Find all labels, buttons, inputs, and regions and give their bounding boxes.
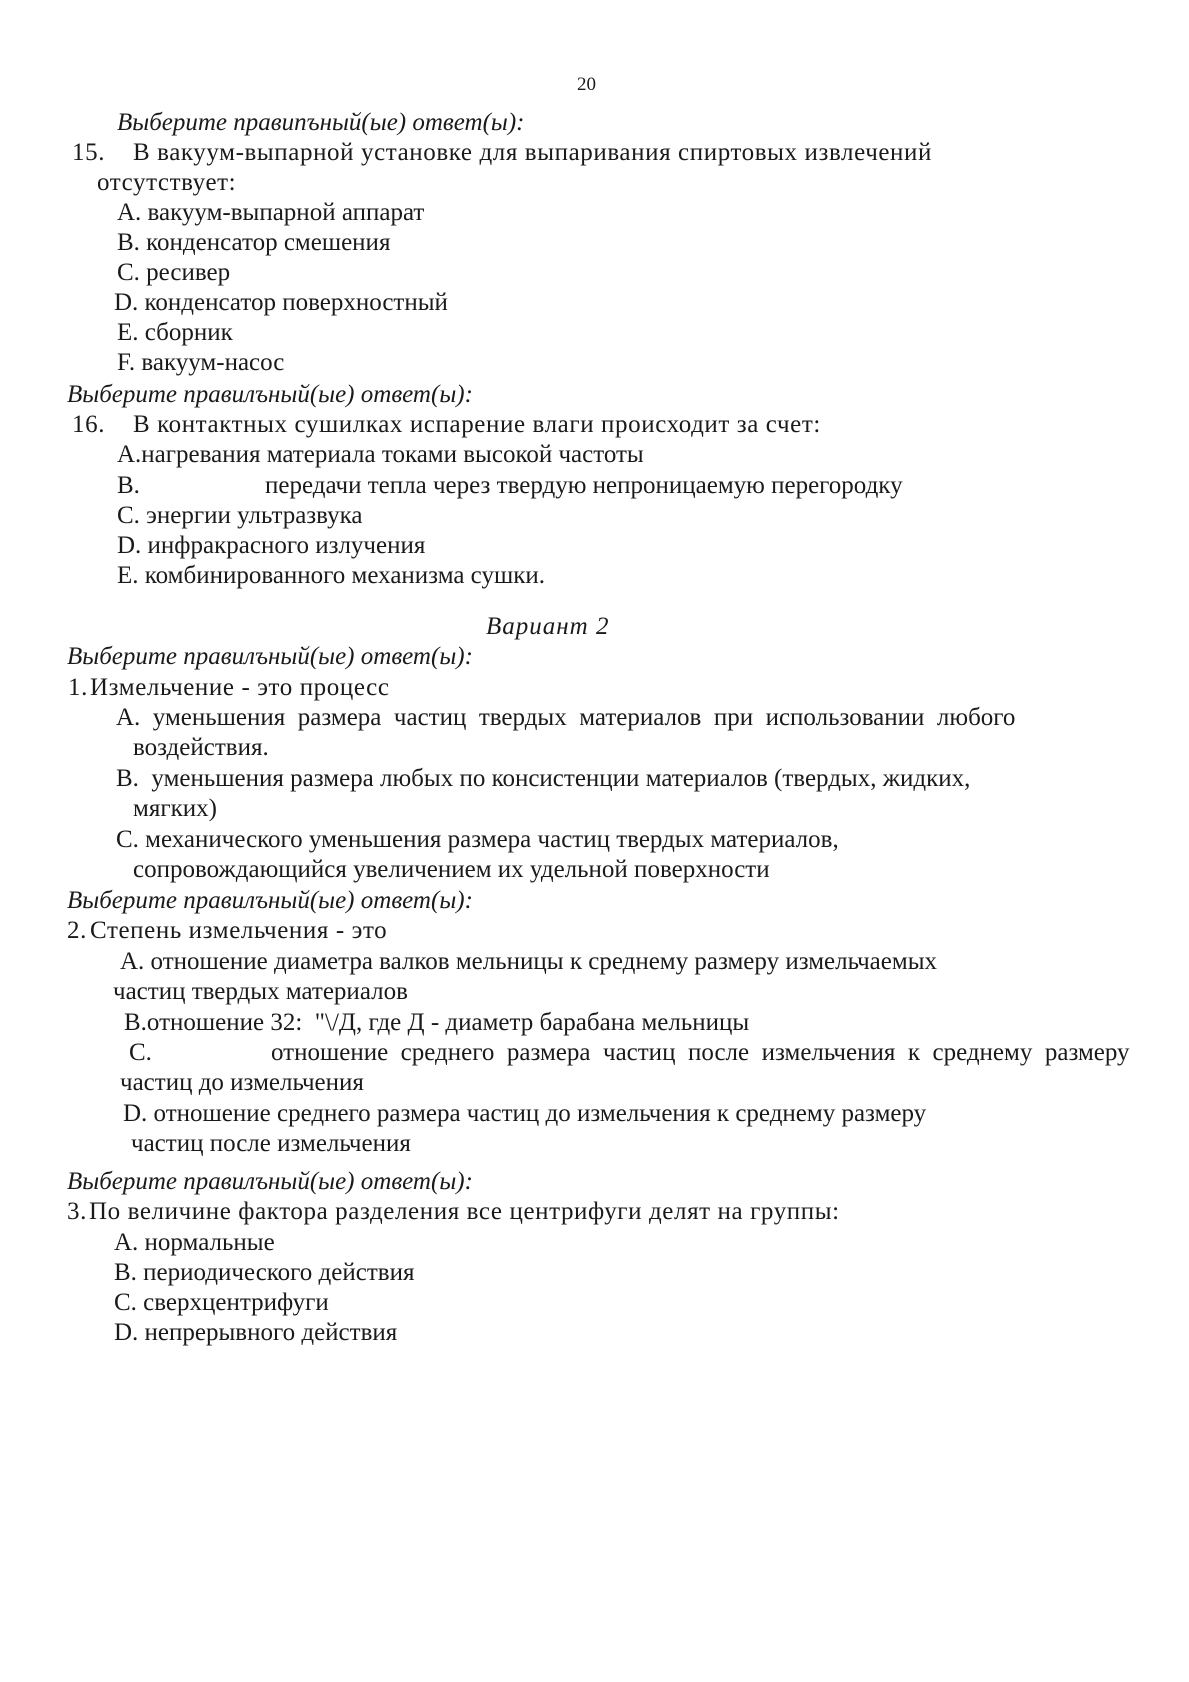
v2q2-option-b: В.отношение 32: "\/Д, где Д - диаметр барабана мельницы [124,1009,750,1036]
q15-text: В вакуум-выпарной установке для выпаривания спиртовых извлечений [133,139,932,166]
v2q2-number: 2. [67,917,87,944]
page-number: 20 [577,74,596,95]
q15-option-f: F. вакуум-насос [117,349,285,376]
q15-option-b: В. конденсатор смешения [117,229,391,256]
q16-option-b-letter: В. [117,472,140,499]
q16-option-c: С. энергии ультразвука [117,502,363,529]
instruction-q15: Выберите правипъный(ые) ответ(ы): [117,109,525,136]
v2q3-option-a: А. нормальные [114,1229,275,1256]
v2q1-option-b: В. уменьшения размера любых по консистенции материалов (твердых, жидких, [116,765,971,792]
v2q2-option-a: А. отношение диаметра валков мельницы к среднему размеру измельчаемых [120,948,937,975]
v2q2-option-d: D. отношение среднего размера частиц до измельчения к среднему размеру [123,1100,927,1127]
v2q2-text: Степень измельчения - это [90,917,388,944]
q15-option-e: Е. сборник [117,319,233,346]
q15-text-cont: отсутствует: [97,169,237,196]
instruction-v2q3: Выберите правилъный(ые) ответ(ы): [67,1168,473,1195]
instruction-v2q2: Выберите правилъный(ые) ответ(ы): [67,887,473,914]
q16-text: В контактных сушилках испарение влаги происходит за счет: [133,411,821,438]
v2q3-option-b: В. периодического действия [114,1259,415,1286]
v2q2-option-c-cont: частиц до измельчения [120,1069,364,1096]
q16-option-d: D. инфракрасного излучения [117,532,426,559]
v2q1-option-c: С. механического уменьшения размера частиц твердых материалов, [116,826,839,853]
q16-option-a: А.нагревания материала токами высокой частоты [117,441,644,468]
v2q2-option-d-cont: частиц после измельчения [131,1130,411,1157]
v2q3-number: 3. [67,1198,87,1225]
v2q2-option-a-cont: частиц твердых материалов [113,978,408,1005]
v2q3-option-d: D. непрерывного действия [114,1319,398,1346]
v2q1-text: Измельчение - это процесс [90,674,390,701]
v2q3-text: По величине фактора разделения все центрифуги делят на группы: [89,1198,840,1225]
q16-number: 16. [72,411,106,438]
v2q1-option-b-cont: мягких) [133,795,217,822]
v2q1-number: 1. [68,674,88,701]
q15-option-d: D. конденсатор поверхностный [114,289,448,316]
variant-title: Вариант 2 [486,613,610,640]
q15-option-c: С. ресивер [117,259,231,286]
v2q3-option-c: С. сверхцентрифуги [114,1289,329,1316]
instruction-v2q1: Выберите правилъный(ые) ответ(ы): [67,643,473,670]
v2q2-option-c-letter: С. [129,1039,152,1066]
q16-option-b-text: передачи тепла через твердую непроницаемую перегородку [265,472,903,499]
v2q2-option-c-text: отношение среднего размера частиц после измельчения к среднему размеру [271,1039,1130,1066]
q15-number: 15. [72,139,106,166]
v2q1-option-a-cont: воздействия. [133,734,269,761]
instruction-q16: Выберите правилъный(ые) ответ(ы): [67,381,473,408]
q16-option-e: Е. комбинированного механизма сушки. [117,562,545,589]
v2q1-option-a: А. уменьшения размера частиц твердых материалов при использовании любого [116,704,1016,731]
q15-option-a: А. вакуум-выпарной аппарат [117,199,425,226]
v2q1-option-c-cont: сопровождающийся увеличением их удельной поверхности [133,856,770,883]
